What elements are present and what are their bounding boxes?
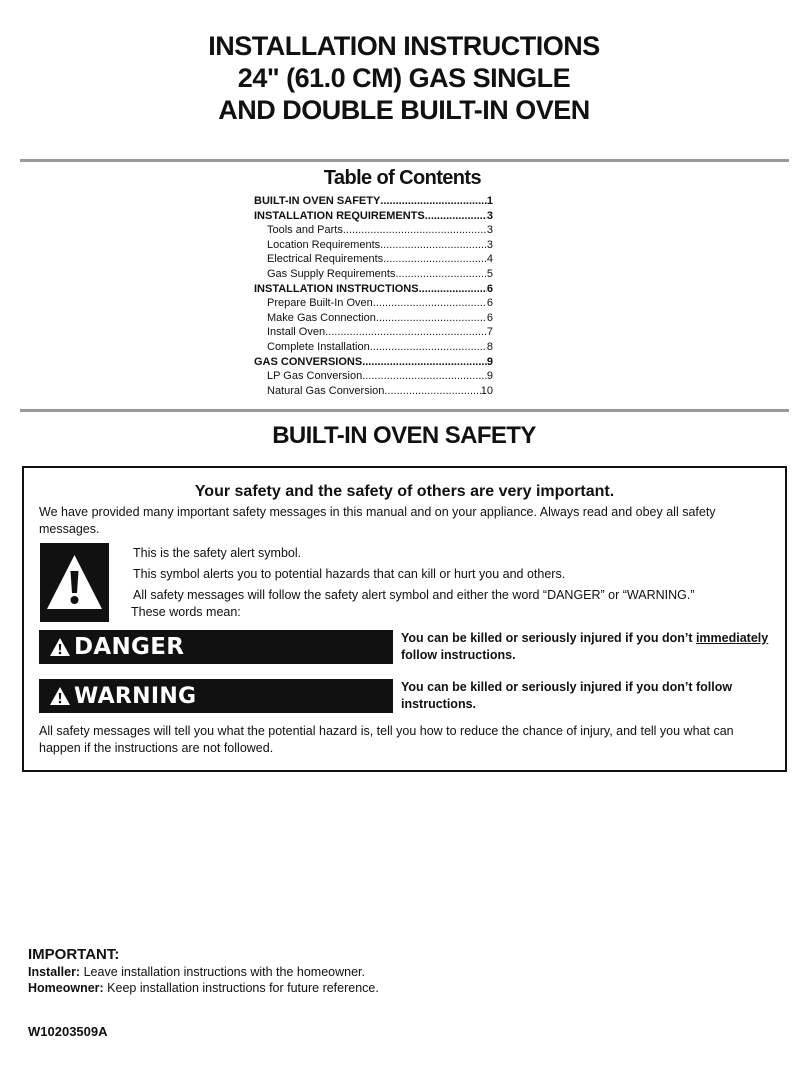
toc-entry-label: GAS CONVERSIONS	[254, 355, 363, 368]
toc-entry	[254, 340, 493, 355]
toc-entry-label: Install Oven	[267, 326, 326, 339]
safety-message-box	[22, 466, 787, 772]
toc-entry-label: Prepare Built-In Oven	[267, 297, 373, 310]
warning-description: You can be killed or seriously injured if you don’t follow instructions.	[401, 680, 733, 711]
warning-signal-bar	[39, 679, 393, 713]
toc-entry	[254, 311, 493, 326]
danger-signal-bar	[39, 630, 393, 664]
toc-entry	[254, 369, 493, 384]
installer-text: Leave installation instructions with the homeowner.	[80, 965, 365, 979]
toc-entry-label: Make Gas Connection	[267, 311, 376, 324]
safety-heading: Your safety and the safety of others are very important.	[194, 483, 615, 500]
toc-entry	[254, 296, 493, 311]
title-line: AND DOUBLE BUILT-IN OVEN	[218, 95, 590, 125]
toc-entry-page: 9	[486, 370, 493, 383]
danger-text-part: You can be killed or seriously injured if you don’t	[401, 631, 696, 645]
important-note	[28, 946, 728, 996]
alert-line: This is the safety alert symbol.	[133, 546, 302, 560]
toc-leader-dots	[376, 311, 487, 326]
toc-leader-dots	[395, 267, 486, 282]
toc-entry-page: 7	[486, 326, 493, 339]
alert-line: This symbol alerts you to potential hazards that can kill or hurt you and others.	[133, 567, 566, 581]
homeowner-label: Homeowner:	[28, 981, 104, 995]
part-number: W10203509A	[28, 1024, 108, 1039]
toc-entry-label: Location Requirements	[267, 238, 381, 251]
toc-entry	[254, 238, 493, 253]
toc-entry-label: Tools and Parts	[267, 224, 343, 237]
toc-title: Table of Contents	[323, 167, 481, 189]
toc-entry	[254, 325, 493, 340]
toc-entry-page: 6	[486, 297, 493, 310]
warning-triangle-icon	[40, 543, 109, 622]
toc-entry	[254, 223, 493, 238]
table-of-contents	[254, 194, 493, 398]
toc-entry	[254, 282, 493, 297]
installer-note	[28, 964, 728, 980]
homeowner-text: Keep installation instructions for future reference.	[103, 981, 379, 995]
title-line: INSTALLATION INSTRUCTIONS	[208, 31, 600, 61]
danger-description	[401, 630, 776, 664]
toc-entry-label: BUILT-IN OVEN SAFETY	[254, 195, 381, 207]
important-heading: IMPORTANT:	[28, 946, 120, 963]
toc-leader-dots	[380, 238, 487, 253]
installer-label: Installer:	[28, 965, 81, 979]
toc-leader-dots	[373, 296, 487, 311]
toc-entry-label: LP Gas Conversion	[267, 370, 363, 383]
toc-entry-page: 6	[486, 311, 493, 324]
toc-entry-label: Gas Supply Requirements	[267, 267, 396, 280]
alert-line: These words mean:	[131, 605, 241, 619]
toc-entry-page: 3	[486, 238, 493, 251]
toc-entry-page: 3	[486, 209, 493, 222]
toc-entry-page: 3	[486, 224, 493, 237]
toc-entry-page: 8	[486, 340, 493, 353]
safety-outro: All safety messages will tell you what the potential hazard is, tell you how to reduce the chance of injury, and tell you what can happen if the instructions are not followed.	[39, 724, 734, 755]
danger-text-part: follow instructions.	[401, 648, 516, 662]
toc-entry-page: 4	[486, 253, 493, 266]
section-title: BUILT-IN OVEN SAFETY	[272, 422, 536, 449]
toc-entry	[254, 194, 493, 209]
toc-leader-dots	[425, 209, 487, 224]
toc-entry-page: 6	[486, 282, 493, 295]
title-line: 24" (61.0 CM) GAS SINGLE	[237, 63, 571, 93]
warning-triangle-icon	[49, 637, 71, 657]
homeowner-note	[28, 980, 728, 996]
warning-label: WARNING	[74, 683, 197, 709]
toc-entry-label: INSTALLATION INSTRUCTIONS	[254, 282, 419, 295]
divider	[20, 159, 789, 162]
toc-entry	[254, 384, 493, 399]
toc-leader-dots	[419, 282, 487, 297]
toc-entry-page: 10	[480, 384, 493, 397]
alert-explanation	[133, 545, 773, 625]
toc-leader-dots	[325, 325, 487, 340]
toc-entry-label: Natural Gas Conversion	[267, 384, 385, 397]
toc-entry-label: INSTALLATION REQUIREMENTS	[254, 209, 425, 222]
toc-leader-dots	[370, 340, 487, 355]
toc-entry-label: Electrical Requirements	[267, 253, 384, 266]
warning-triangle-icon	[49, 686, 71, 706]
toc-leader-dots	[343, 223, 487, 238]
toc-entry-page: 5	[486, 267, 493, 280]
toc-entry	[254, 209, 493, 224]
document-title	[0, 30, 808, 126]
toc-leader-dots	[362, 369, 487, 384]
danger-label: DANGER	[74, 634, 185, 660]
divider	[20, 409, 789, 412]
toc-leader-dots	[362, 355, 487, 370]
toc-entry	[254, 355, 493, 370]
toc-leader-dots	[380, 194, 487, 209]
toc-entry	[254, 252, 493, 267]
safety-intro: We have provided many important safety messages in this manual and on your appliance. Always read and obey all safety messages.	[39, 505, 716, 536]
toc-entry	[254, 267, 493, 282]
toc-entry-page: 1	[486, 195, 493, 207]
alert-line: All safety messages will follow the safety alert symbol and either the word “DANGER” or “WARNING.”	[133, 588, 695, 602]
toc-entry-label: Complete Installation	[267, 340, 370, 353]
toc-leader-dots	[383, 252, 487, 267]
danger-text-emphasis: immediately	[695, 631, 769, 645]
toc-leader-dots	[384, 384, 480, 399]
toc-entry-page: 9	[486, 355, 493, 368]
